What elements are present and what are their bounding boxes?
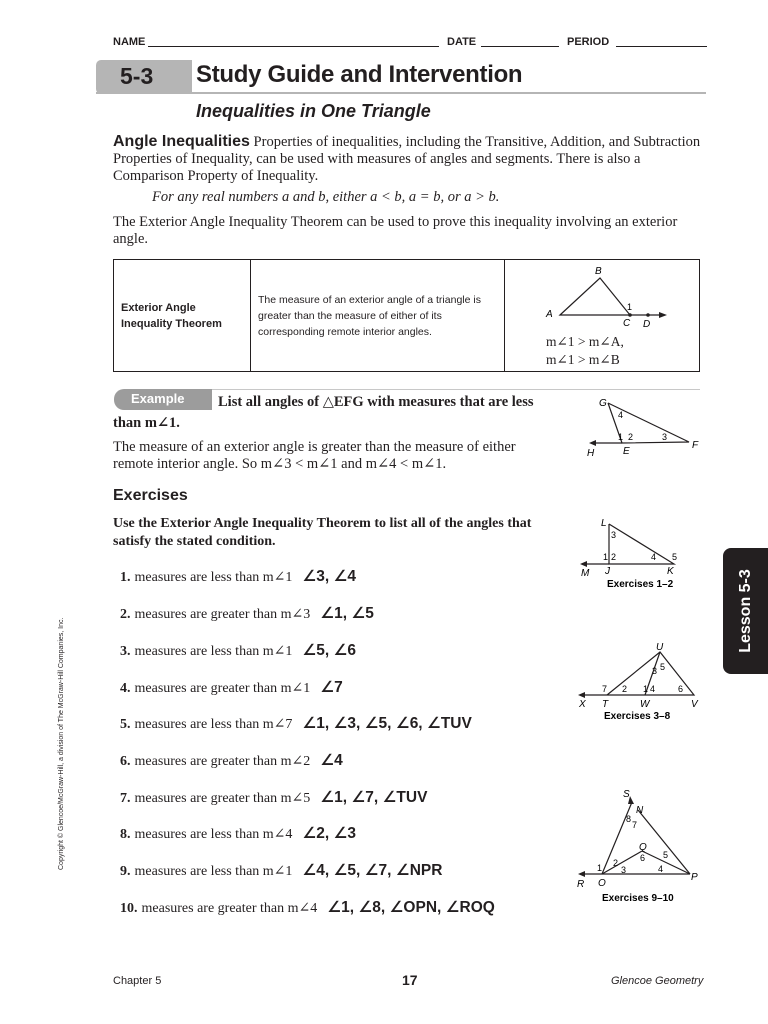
label-b: B xyxy=(595,266,602,277)
figure-exercises-1-2 xyxy=(575,516,690,594)
exercise-number: 2. xyxy=(120,607,131,622)
angle-inequalities-intro xyxy=(113,133,703,185)
caption-exercises-1-2: Exercises 1–2 xyxy=(607,579,674,590)
label-angle-5: 5 xyxy=(660,662,666,672)
exercise-text: measures are less than m∠4 xyxy=(134,827,293,842)
label-angle-2: 2 xyxy=(622,684,628,694)
label-angle-1: 1 xyxy=(618,432,624,442)
label-angle-2: 2 xyxy=(628,432,634,442)
footer-book: Glencoe Geometry xyxy=(611,975,704,987)
exercise-answer: ∠2, ∠3 xyxy=(302,825,357,842)
point-d xyxy=(646,313,650,317)
theorem-table xyxy=(113,259,700,372)
exercise-answer: ∠4 xyxy=(320,752,343,769)
point-c xyxy=(628,313,632,317)
exercise-number: 5. xyxy=(120,717,131,732)
label-d: D xyxy=(643,319,651,330)
label-t: T xyxy=(602,699,609,710)
exercise-item xyxy=(120,861,442,880)
label-angle-3: 3 xyxy=(621,865,627,875)
inequality-1: m∠1 > m∠A, xyxy=(546,334,624,349)
label-angle-7: 7 xyxy=(632,820,638,830)
arrowhead-m xyxy=(580,561,587,567)
exercise-number: 1. xyxy=(120,570,131,585)
exercise-number: 3. xyxy=(120,644,131,659)
copyright-notice: Copyright © Glencoe/McGraw-Hill, a division of The McGraw-Hill Companies, Inc. xyxy=(58,617,65,870)
label-angle-3: 3 xyxy=(652,666,658,676)
footer-page-number: 17 xyxy=(402,972,418,988)
exercise-number: 8. xyxy=(120,827,131,842)
exercises-instructions: Use the Exterior Angle Inequality Theorem to list all of the angles that satisfy the stated condition. xyxy=(113,516,532,549)
label-u: U xyxy=(656,642,664,653)
triangle-jkl xyxy=(609,524,674,564)
label-x: X xyxy=(579,699,586,710)
exercise-text: measures are greater than m∠5 xyxy=(134,791,311,806)
period-field[interactable] xyxy=(616,46,707,47)
label-s: S xyxy=(623,789,630,800)
exercise-text: measures are less than m∠1 xyxy=(134,644,293,659)
exercise-text: measures are greater than m∠4 xyxy=(141,901,318,916)
label-angle-5: 5 xyxy=(672,552,678,562)
label-w: W xyxy=(640,699,650,710)
theorem-statement: The measure of an exterior angle of a triangle is greater than the measure of either of its corresponding remote interior angles. xyxy=(258,293,481,338)
exercise-text: measures are less than m∠1 xyxy=(134,570,293,585)
label-o: O xyxy=(598,878,606,889)
exercise-item xyxy=(120,678,343,697)
exercise-item xyxy=(120,604,374,623)
label-v: V xyxy=(691,699,698,710)
exercise-answer: ∠4, ∠5, ∠7, ∠NPR xyxy=(302,862,443,879)
label-angle-7: 7 xyxy=(602,684,608,694)
exercise-text: measures are less than m∠7 xyxy=(134,717,293,732)
title-rule xyxy=(96,92,706,94)
theorem-name: Exterior Angle Inequality Theorem xyxy=(121,301,222,330)
label-c: C xyxy=(623,318,631,329)
exercise-answer: ∠5, ∠6 xyxy=(302,642,357,659)
exercise-answer: ∠1, ∠3, ∠5, ∠6, ∠TUV xyxy=(302,715,472,732)
lesson-number: 5-3 xyxy=(120,63,154,89)
label-e: E xyxy=(623,446,630,457)
label-angle-1: 1 xyxy=(643,684,649,694)
section-heading: Angle Inequalities xyxy=(113,133,250,150)
exercise-answer: ∠7 xyxy=(320,679,343,696)
exercise-text: measures are greater than m∠1 xyxy=(134,681,311,696)
exercise-number: 7. xyxy=(120,791,131,806)
theorem-statement-cell xyxy=(251,260,505,372)
exercise-item xyxy=(120,714,472,733)
label-f: F xyxy=(692,440,699,451)
label-angle-4: 4 xyxy=(618,410,624,420)
exercise-text: measures are greater than m∠2 xyxy=(134,754,311,769)
label-angle-6: 6 xyxy=(640,853,646,863)
exercise-item xyxy=(120,751,343,770)
theorem-name-cell xyxy=(114,260,251,372)
example-solution: The measure of an exterior angle is greater than the measure of either remote interior angle. So m∠3 < m∠1 and m∠4 < m∠1. xyxy=(113,439,516,472)
example-rule xyxy=(212,389,700,390)
label-q: Q xyxy=(639,842,647,853)
figure-exercises-3-8 xyxy=(572,640,702,725)
intro-text: Properties of inequalities, including the Transitive, Addition, and Subtraction Properties of Inequality, can be used with measures of angles and segments. There is also a Comparison Property of Inequality. xyxy=(113,134,701,184)
exercise-item xyxy=(120,788,427,807)
exercises-heading: Exercises xyxy=(113,487,188,504)
label-angle-2: 2 xyxy=(613,858,619,868)
exercise-number: 9. xyxy=(120,864,131,879)
label-angle-1: 1 xyxy=(603,552,609,562)
label-angle-1: 1 xyxy=(597,863,603,873)
lesson-side-tab: Lesson 5-3 xyxy=(723,548,768,674)
footer-chapter: Chapter 5 xyxy=(113,975,162,987)
arrowhead-x xyxy=(578,692,585,698)
label-angle-4: 4 xyxy=(651,552,657,562)
page-title: Study Guide and Intervention xyxy=(196,61,523,88)
exercise-answer: ∠1, ∠5 xyxy=(320,605,374,622)
label-angle-5: 5 xyxy=(663,850,669,860)
label-m: M xyxy=(581,568,590,579)
label-l: L xyxy=(601,518,607,529)
exercise-answer: ∠3, ∠4 xyxy=(302,568,357,585)
exercise-answer: ∠1, ∠8, ∠OPN, ∠ROQ xyxy=(327,899,495,916)
exercise-answer: ∠1, ∠7, ∠TUV xyxy=(320,789,428,806)
exercise-item xyxy=(120,898,495,917)
label-h: H xyxy=(587,448,595,459)
exercise-text: measures are greater than m∠3 xyxy=(134,607,311,622)
date-label: DATE xyxy=(447,36,477,48)
label-g: G xyxy=(599,398,607,409)
period-label: PERIOD xyxy=(567,36,610,48)
label-k: K xyxy=(667,566,674,577)
exercise-number: 10. xyxy=(120,901,138,916)
theorem-intro: The Exterior Angle Inequality Theorem can be used to prove this inequality involving an exterior angle. xyxy=(113,214,678,247)
exercise-number: 6. xyxy=(120,754,131,769)
exercise-number: 4. xyxy=(120,681,131,696)
triangle-abc xyxy=(560,278,633,315)
exercise-item xyxy=(120,567,356,586)
label-p: P xyxy=(691,872,698,883)
arrowhead xyxy=(659,312,667,318)
label-angle-2: 2 xyxy=(611,552,617,562)
label-n: N xyxy=(636,805,644,816)
label-angle-3: 3 xyxy=(611,530,617,540)
exercise-item xyxy=(120,824,356,843)
figure-exercises-9-10 xyxy=(572,786,707,906)
inequality-2: m∠1 > m∠B xyxy=(546,352,620,367)
label-angle-3: 3 xyxy=(662,432,668,442)
exercise-item xyxy=(120,641,356,660)
label-angle-8: 8 xyxy=(626,814,632,824)
label-angle-1: 1 xyxy=(627,302,633,312)
label-j: J xyxy=(605,566,610,577)
exercise-text: measures are less than m∠1 xyxy=(134,864,293,879)
label-angle-4: 4 xyxy=(650,684,656,694)
label-r: R xyxy=(577,879,585,890)
theorem-figure-cell xyxy=(505,260,700,372)
name-label: NAME xyxy=(113,36,146,48)
caption-exercises-9-10: Exercises 9–10 xyxy=(602,893,674,904)
comparison-property: For any real numbers a and b, either a < b, a = b, or a > b. xyxy=(152,189,500,205)
page-subtitle: Inequalities in One Triangle xyxy=(196,101,431,121)
label-a: A xyxy=(546,309,553,320)
label-angle-6: 6 xyxy=(678,684,684,694)
triangle-efg-figure xyxy=(580,392,705,462)
label-angle-4: 4 xyxy=(658,864,664,874)
arrowhead-r xyxy=(578,871,585,877)
arrowhead-h xyxy=(589,440,596,446)
date-field[interactable] xyxy=(481,46,559,47)
example-tag: Example xyxy=(114,389,212,410)
caption-exercises-3-8: Exercises 3–8 xyxy=(604,711,671,722)
example-prompt: List all angles of △EFG with measures that are less than m∠1. xyxy=(113,394,534,431)
name-field[interactable] xyxy=(148,46,439,47)
